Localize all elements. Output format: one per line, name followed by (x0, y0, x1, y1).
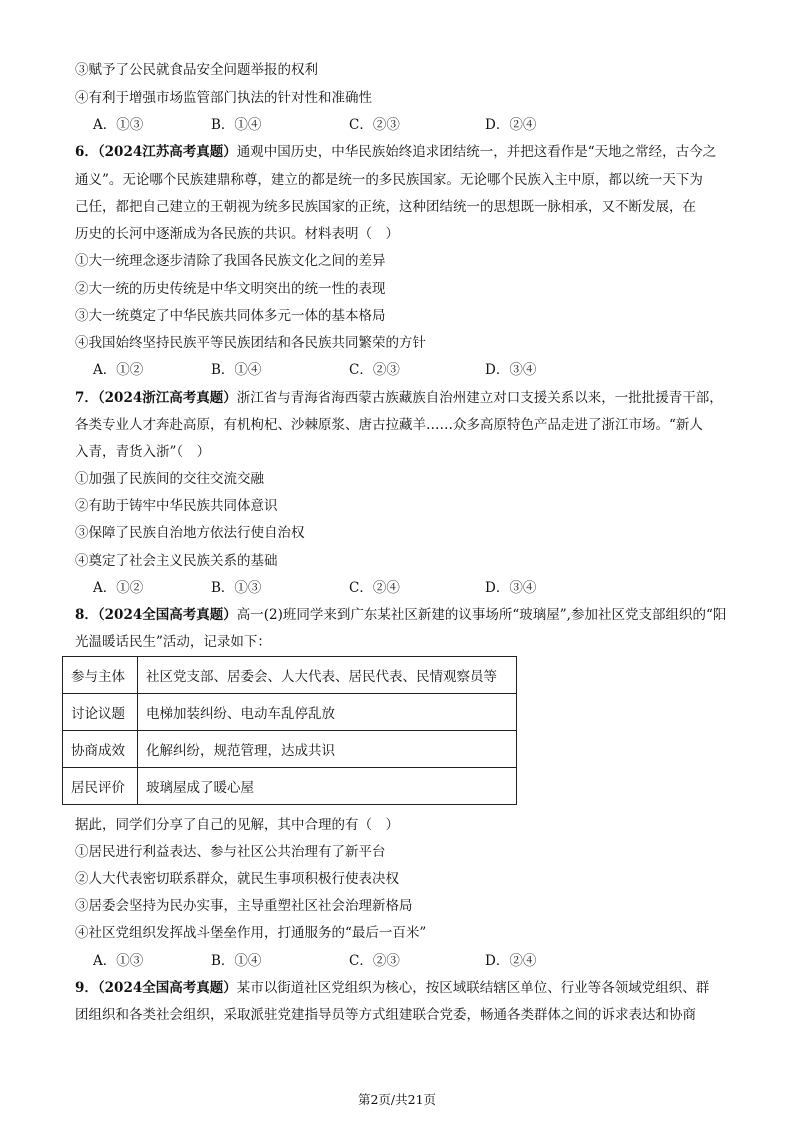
q5-choice-c[interactable]: C．②③ (349, 117, 400, 133)
q9-text-1: 某市以街道社区党组织为核心，按区域联结辖区单位、行业等各领域党组织、群 (236, 980, 710, 996)
q6-item-1: ①大一统理念逐步清除了我国各民族文化之间的差异 (75, 253, 386, 269)
q6-text-1: 通观中国历史，中华民族始终追求团结统一，并把这看作是“天地之常经，古今之 (236, 144, 717, 160)
table-row (63, 694, 517, 731)
q5-item-3: ③赋予了公民就食品安全问题举报的权利 (75, 62, 318, 78)
q7-source: （2024浙江高考真题） (97, 390, 237, 406)
q9-number: 9． (75, 980, 98, 996)
q6-number: 6． (75, 144, 98, 160)
table-row (63, 657, 517, 694)
q7-stem-line-1 (75, 388, 725, 408)
q8-choice-a[interactable]: A．①③ (93, 953, 144, 969)
q5-choice-a[interactable]: A．①③ (93, 117, 144, 133)
q7-item-3: ③保障了民族自治地方依法行使自治权 (75, 525, 305, 541)
q8-text-1: 高一(2)班同学来到广东某社区新建的议事场所“玻璃屋”,参加社区党支部组织的“阳 (236, 607, 727, 623)
q7-choice-d[interactable]: D．③④ (485, 580, 537, 596)
q5-choice-b[interactable]: B．①④ (211, 117, 262, 133)
q6-stem-line-1 (75, 142, 725, 162)
q7-choice-a[interactable]: A．①② (93, 580, 144, 596)
q8-choice-b[interactable]: B．①④ (211, 953, 262, 969)
q6-stem-line-2: 通义”。无论哪个民族建鼎称尊，建立的都是统一的多民族国家。无论哪个民族入主中原，都以统一天下为 (75, 172, 703, 188)
q7-item-1: ①加强了民族间的交往交流交融 (75, 471, 264, 487)
q9-stem-line-1 (75, 978, 725, 998)
q6-choice-c[interactable]: C．②③ (349, 362, 400, 378)
q6-choice-b[interactable]: B．①④ (211, 362, 262, 378)
q7-stem-line-2: 各类专业人才奔赴高原，有机枸杞、沙棘原浆、唐古拉藏羊……众多高原特色产品走进了浙江市场。“新人 (75, 417, 703, 433)
q7-text-1: 浙江省与青海省海西蒙古族藏族自治州建立对口支援关系以来，一批批援青干部， (236, 390, 723, 406)
q7-choices (93, 578, 713, 598)
q8-source: （2024全国高考真题） (97, 607, 237, 623)
table-value: 化解纠纷，规范管理，达成共识 (138, 731, 517, 768)
q6-item-2: ②大一统的历史传统是中华文明突出的统一性的表现 (75, 281, 386, 297)
q9-stem-line-2: 团组织和各类社会组织，采取派驻党建指导员等方式组建联合党委，畅通各类群体之间的诉求表达和协商 (75, 1007, 696, 1023)
table-key: 讨论议题 (63, 694, 138, 731)
q5-choices (93, 115, 713, 135)
q7-item-4: ④奠定了社会主义民族关系的基础 (75, 553, 278, 569)
q8-question: 据此，同学们分享了自己的见解，其中合理的有（ ） (75, 817, 399, 833)
q7-stem-line-3: 入青，青货入浙”（ ） (75, 444, 211, 460)
q6-stem-line-3: 己任，都把自己建立的王朝视为统多民族国家的正统，这种团结统一的思想既一脉相承，又不断发展，在 (75, 199, 696, 215)
q8-item-1: ①居民进行利益表达、参与社区公共治理有了新平台 (75, 844, 386, 860)
q6-item-4: ④我国始终坚持民族平等民族团结和各民族共同繁荣的方针 (75, 335, 426, 351)
q7-choice-b[interactable]: B．①③ (211, 580, 262, 596)
q5-item-4: ④有利于增强市场监管部门执法的针对性和准确性 (75, 90, 372, 106)
q8-stem-line-1 (75, 605, 725, 625)
q9-source: （2024全国高考真题） (97, 980, 237, 996)
q8-choices (93, 951, 713, 971)
table-key: 协商成效 (63, 731, 138, 768)
table-key: 居民评价 (63, 768, 138, 805)
q8-item-3: ③居委会坚持为民办实事，主导重塑社区社会治理新格局 (75, 898, 413, 914)
q6-stem-line-4: 历史的长河中逐渐成为各民族的共识。材料表明（ ） (75, 226, 399, 242)
q8-item-4: ④社区党组织发挥战斗堡垒作用，打通服务的“最后一百米” (75, 925, 427, 941)
page-footer: 第2页/共21页 (357, 1092, 437, 1107)
table-value: 电梯加装纠纷、电动车乱停乱放 (138, 694, 517, 731)
q8-activity-table (62, 656, 517, 805)
q7-number: 7． (75, 390, 98, 406)
table-value: 玻璃屋成了暖心屋 (138, 768, 517, 805)
q6-source: （2024江苏高考真题） (97, 144, 237, 160)
q5-choice-d[interactable]: D．②④ (485, 117, 537, 133)
table-value: 社区党支部、居委会、人大代表、居民代表、民情观察员等 (138, 657, 517, 694)
q6-choice-a[interactable]: A．①② (93, 362, 144, 378)
q6-choices (93, 360, 713, 380)
q7-choice-c[interactable]: C．②④ (349, 580, 400, 596)
q8-choice-d[interactable]: D．②④ (485, 953, 537, 969)
q8-choice-c[interactable]: C．②③ (349, 953, 400, 969)
q8-number: 8． (75, 607, 98, 623)
q8-stem-line-2: 光温暖话民生”活动，记录如下： (75, 634, 271, 650)
q6-item-3: ③大一统奠定了中华民族共同体多元一体的基本格局 (75, 308, 386, 324)
q7-item-2: ②有助于铸牢中华民族共同体意识 (75, 498, 278, 514)
q8-item-2: ②人大代表密切联系群众，就民生事项积极行使表决权 (75, 871, 399, 887)
table-key: 参与主体 (63, 657, 138, 694)
table-row (63, 768, 517, 805)
q6-choice-d[interactable]: D．③④ (485, 362, 537, 378)
table-row (63, 731, 517, 768)
